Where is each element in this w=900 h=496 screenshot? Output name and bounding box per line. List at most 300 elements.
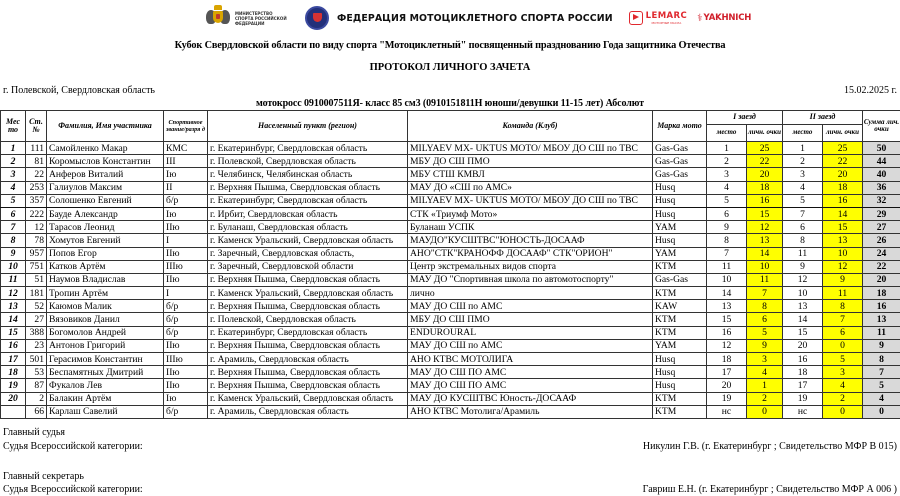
cell-city: г. Верхняя Пышма, Свердловская область [208,273,408,286]
cell-run2-points: 6 [823,326,863,339]
cell-rank: IIю [164,366,208,379]
cell-team: МБУ ДО СШ ПМО [408,155,653,168]
cell-run1-place: нс [707,405,747,418]
cell-start-no: 2 [26,392,47,405]
cell-rank: КМС [164,142,208,155]
cell-name: Бауде Александр [47,207,164,220]
lemarc-subtitle: МОТОРНЫЕ МАСЛА [651,20,682,25]
cell-place: 2 [1,155,26,168]
cell-run2-place: 7 [783,207,823,220]
table-row [1,155,900,168]
cell-start-no: 53 [26,366,47,379]
cell-run2-place: 2 [783,155,823,168]
header-moto: Марка мото [653,111,707,142]
cell-moto: Husq [653,194,707,207]
cell-run1-points: 15 [747,207,783,220]
class-line: мотокросс 0910007511Я- класс 85 см3 (0910151811Н юноши/девушки 11-15 лет) Абсолют [255,98,644,109]
header-run1-place: место [707,125,747,142]
cell-rank: б/р [164,300,208,313]
cell-city: г. Полевской, Свердловская область [208,313,408,326]
cell-run1-points: 2 [747,392,783,405]
cell-name: Карлаш Савелий [47,405,164,418]
header-total: Сумма лич. очки [863,111,900,142]
cell-moto: KTM [653,326,707,339]
cell-moto: Husq [653,379,707,392]
cell-run2-place: 16 [783,353,823,366]
cell-total: 0 [863,405,900,418]
play-icon [629,11,643,25]
cell-run2-points: 9 [823,273,863,286]
cell-run1-place: 19 [707,392,747,405]
cell-place: 9 [1,247,26,260]
cell-total: 40 [863,168,900,181]
cell-run2-place: 20 [783,339,823,352]
cell-run1-points: 22 [747,155,783,168]
federation-badge-icon [305,6,329,30]
cell-name: Солошенко Евгений [47,194,164,207]
cell-run2-place: 10 [783,287,823,300]
cell-rank: б/р [164,313,208,326]
cell-place: 13 [1,300,26,313]
cell-city: г. Верхняя Пышма, Свердловская область [208,181,408,194]
chief-secretary-title: Главный секретарь [3,471,84,482]
cell-total: 36 [863,181,900,194]
cell-city: г. Полевской, Свердловская область [208,155,408,168]
cell-name: Хомутов Евгений [47,234,164,247]
cell-run1-place: 2 [707,155,747,168]
cell-place: 17 [1,353,26,366]
cell-moto: Gas-Gas [653,142,707,155]
yakhnich-name: YAKHNICH [703,13,752,23]
cell-start-no: 87 [26,379,47,392]
cell-moto: KTM [653,392,707,405]
cell-moto: Gas-Gas [653,168,707,181]
cell-name: Галиулов Максим [47,181,164,194]
cell-run2-points: 14 [823,207,863,220]
cell-city: г. Заречный, Свердловской области [208,260,408,273]
table-row [1,353,900,366]
yakhnich-emblem-icon: ⚕ [697,12,703,24]
cell-run1-points: 10 [747,260,783,273]
cell-city: г. Верхняя Пышма, Свердловская область [208,379,408,392]
cell-run1-place: 8 [707,234,747,247]
cell-name: Вязовиков Данил [47,313,164,326]
cell-city: г. Ирбит, Свердловская область [208,207,408,220]
cell-run2-points: 3 [823,366,863,379]
cell-rank: б/р [164,405,208,418]
cell-city: г. Екатеринбург, Свердловская область [208,194,408,207]
cell-team: МАУ ДО СШ ПО АМС [408,366,653,379]
cell-moto: YAM [653,247,707,260]
cell-run1-points: 4 [747,366,783,379]
results-table [0,110,900,419]
cell-moto: KTM [653,260,707,273]
cell-city: г. Каменск Уральский, Свердловская область [208,287,408,300]
ministry-logo-text: МИНИСТЕРСТВО СПОРТА РОССИЙСКОЙ ФЕДЕРАЦИИ [235,10,287,26]
cell-place: 16 [1,339,26,352]
cell-rank: III [164,155,208,168]
cell-start-no: 222 [26,207,47,220]
cell-team: МАУ ДО СШ по АМС [408,300,653,313]
header-logos [206,4,751,32]
cell-city: г. Арамиль, Свердловская область [208,353,408,366]
cell-run2-place: 9 [783,260,823,273]
cell-run2-points: 4 [823,379,863,392]
header-run2-place: место [783,125,823,142]
federation-title: ФЕДЕРАЦИЯ МОТОЦИКЛЕТНОГО СПОРТА РОССИИ [337,12,613,24]
cell-total: 26 [863,234,900,247]
cell-rank: I [164,287,208,300]
cell-place: 18 [1,366,26,379]
header-run1: I заезд [707,111,783,125]
cell-rank: IIIю [164,353,208,366]
cell-total: 50 [863,142,900,155]
header-city: Населенный пункт (регион) [208,111,408,142]
cell-name: Попов Егор [47,247,164,260]
header-start-no: Ст. № [26,111,47,142]
header-run2-points: личн. очки [823,125,863,142]
cell-run1-place: 7 [707,247,747,260]
cell-team: ENDUROURAL [408,326,653,339]
event-place: г. Полевской, Свердловская область [3,85,155,96]
cell-run1-place: 20 [707,379,747,392]
cell-run2-place: 17 [783,379,823,392]
cell-moto: Husq [653,366,707,379]
cell-run2-points: 2 [823,392,863,405]
cell-run2-place: 13 [783,300,823,313]
cell-team: МАУ ДО СШ по АМС [408,339,653,352]
cell-run1-place: 13 [707,300,747,313]
cell-name: Самойленко Макар [47,142,164,155]
table-row [1,142,900,155]
cell-place: 12 [1,287,26,300]
cell-run1-points: 5 [747,326,783,339]
cell-team: МАУ ДО СШ ПО АМС [408,379,653,392]
cell-rank: Iю [164,392,208,405]
cell-run1-place: 17 [707,366,747,379]
event-date: 15.02.2025 г. [844,85,897,96]
cell-place: 3 [1,168,26,181]
cell-total: 11 [863,326,900,339]
cell-rank: I [164,234,208,247]
cell-run1-points: 6 [747,313,783,326]
cell-run2-points: 25 [823,142,863,155]
cell-start-no: 751 [26,260,47,273]
cell-city: г. Буланаш, Свердловская область [208,221,408,234]
cell-moto: KTM [653,405,707,418]
cell-city: г. Верхняя Пышма, Свердловская область [208,366,408,379]
cell-total: 9 [863,339,900,352]
cell-run1-points: 0 [747,405,783,418]
cell-run1-points: 12 [747,221,783,234]
cell-run1-place: 18 [707,353,747,366]
cell-team: Центр экстремальных видов спорта [408,260,653,273]
cell-run2-place: 1 [783,142,823,155]
cell-run1-points: 25 [747,142,783,155]
cell-start-no: 253 [26,181,47,194]
cell-team: АНО"СТК"КРАНОФФ ДОСААФ" СТК"ОРИОН" [408,247,653,260]
cell-start-no: 22 [26,168,47,181]
cell-run1-place: 9 [707,221,747,234]
cell-city: г. Екатеринбург, Свердловская область [208,142,408,155]
cell-name: Катков Артём [47,260,164,273]
table-row [1,260,900,273]
cell-run2-place: нс [783,405,823,418]
cell-rank: II [164,181,208,194]
cell-place: 1 [1,142,26,155]
cell-rank: Iю [164,168,208,181]
cup-title: Кубок Свердловской области по виду спорта "Мотоциклетный" посвященный празднованию Года защитника Отечества [174,40,726,51]
chief-secretary-category: Судья Всероссийской категории: [3,484,143,495]
lemarc-name: LEMARC [645,10,688,21]
cell-moto: Gas-Gas [653,273,707,286]
cell-start-no: 357 [26,194,47,207]
cell-start-no: 52 [26,300,47,313]
table-row [1,273,900,286]
cell-run1-place: 6 [707,207,747,220]
cell-moto: KTM [653,313,707,326]
cell-name: Наумов Владислав [47,273,164,286]
cell-run1-points: 13 [747,234,783,247]
cell-team: MILYAEV MX- UKTUS MOTO/ МБОУ ДО СШ по ТВС [408,194,653,207]
cell-team: MILYAEV MX- UKTUS MOTO/ МБОУ ДО СШ по ТВС [408,142,653,155]
protocol-title: ПРОТОКОЛ ЛИЧНОГО ЗАЧЕТА [369,62,531,73]
cell-run2-points: 0 [823,339,863,352]
cell-rank: IIю [164,221,208,234]
cell-run2-place: 4 [783,181,823,194]
table-row [1,366,900,379]
cell-run2-place: 8 [783,234,823,247]
cell-start-no: 78 [26,234,47,247]
cell-run2-points: 7 [823,313,863,326]
header-place: Мес то [1,111,26,142]
cell-run2-points: 12 [823,260,863,273]
cell-start-no: 957 [26,247,47,260]
cell-start-no: 27 [26,313,47,326]
cell-total: 8 [863,353,900,366]
cell-rank: IIю [164,273,208,286]
cell-city: г. Заречный, Свердловская область, [208,247,408,260]
lemarc-logo [629,11,687,25]
cell-run2-points: 8 [823,300,863,313]
table-row [1,287,900,300]
table-row [1,339,900,352]
cell-place [1,405,26,418]
cell-run1-points: 18 [747,181,783,194]
cell-team: МАУДО"КУСШТВС"ЮНОСТЬ-ДОСААФ [408,234,653,247]
cell-place: 14 [1,313,26,326]
yakhnich-logo [697,13,751,24]
cell-city: г. Арамиль, Свердловская область [208,405,408,418]
cell-team: АНО КТВС Мотолига/Арамиль [408,405,653,418]
cell-name: Балакин Артём [47,392,164,405]
cell-run1-place: 15 [707,313,747,326]
table-row [1,392,900,405]
cell-moto: KTM [653,287,707,300]
cell-rank: IIю [164,247,208,260]
cell-team: МБУ СТШ КМВЛ [408,168,653,181]
cell-total: 5 [863,379,900,392]
cell-name: Герасимов Константин [47,353,164,366]
cell-name: Анферов Виталий [47,168,164,181]
cell-rank: б/р [164,326,208,339]
cell-run2-place: 15 [783,326,823,339]
cell-name: Беспамятных Дмитрий [47,366,164,379]
cell-start-no: 111 [26,142,47,155]
cell-total: 4 [863,392,900,405]
cell-name: Каюмов Малик [47,300,164,313]
cell-city: г. Челябинск, Челябинская область [208,168,408,181]
cell-total: 7 [863,366,900,379]
table-row [1,379,900,392]
cell-start-no: 12 [26,221,47,234]
cell-place: 8 [1,234,26,247]
cell-run2-points: 10 [823,247,863,260]
cell-run2-points: 20 [823,168,863,181]
cell-total: 16 [863,300,900,313]
cell-run1-place: 1 [707,142,747,155]
cell-moto: KAW [653,300,707,313]
ministry-emblem-icon [206,5,230,31]
cell-city: г. Каменск Уральский, Свердловская область [208,392,408,405]
cell-team: МАУ ДО "Спортивная школа по автомотоспорту" [408,273,653,286]
cell-place: 15 [1,326,26,339]
table-row [1,326,900,339]
cell-run2-place: 11 [783,247,823,260]
cell-run2-place: 14 [783,313,823,326]
cell-place: 20 [1,392,26,405]
cell-moto: Husq [653,181,707,194]
cell-run2-points: 22 [823,155,863,168]
cell-run2-points: 13 [823,234,863,247]
cell-total: 22 [863,260,900,273]
cell-run1-place: 16 [707,326,747,339]
cell-run1-points: 20 [747,168,783,181]
cell-run1-points: 8 [747,300,783,313]
cell-team: МАУ ДО «СШ по АМС» [408,181,653,194]
cell-rank: IIю [164,379,208,392]
cell-moto: Husq [653,207,707,220]
cell-moto: Husq [653,353,707,366]
cell-team: Буланаш УСПК [408,221,653,234]
cell-name: Коромыслов Константин [47,155,164,168]
cell-place: 7 [1,221,26,234]
cell-team: лично [408,287,653,300]
table-row [1,405,900,418]
header-run1-points: личн. очки [747,125,783,142]
cell-start-no: 81 [26,155,47,168]
table-row [1,234,900,247]
chief-secretary-name: Гавриш Е.Н. (г. Екатеринбург ; Свидетельство МФР А 006 ) [642,484,897,495]
cell-run2-place: 18 [783,366,823,379]
cell-team: АНО КТВС МОТОЛИГА [408,353,653,366]
table-row [1,168,900,181]
cell-name: Тарасов Леонид [47,221,164,234]
table-row [1,221,900,234]
table-row [1,207,900,220]
cell-start-no: 388 [26,326,47,339]
cell-run2-place: 12 [783,273,823,286]
cell-rank: б/р [164,194,208,207]
cell-moto: Gas-Gas [653,155,707,168]
cell-total: 32 [863,194,900,207]
cell-place: 19 [1,379,26,392]
header-name: Фамилия, Имя участника [47,111,164,142]
cell-total: 18 [863,287,900,300]
cell-start-no: 51 [26,273,47,286]
cell-run2-points: 5 [823,353,863,366]
header-run2: II заезд [783,111,863,125]
cell-total: 44 [863,155,900,168]
cell-place: 5 [1,194,26,207]
cell-rank: Iю [164,207,208,220]
header-team: Команда (Клуб) [408,111,653,142]
cell-run2-points: 0 [823,405,863,418]
chief-judge-category: Судья Всероссийской категории: [3,441,143,452]
cell-total: 24 [863,247,900,260]
cell-rank: IIIю [164,260,208,273]
cell-run1-points: 1 [747,379,783,392]
cell-run2-points: 16 [823,194,863,207]
cell-name: Богомолов Андрей [47,326,164,339]
cell-moto: YAM [653,221,707,234]
cell-start-no: 501 [26,353,47,366]
cell-run1-place: 12 [707,339,747,352]
cell-run2-points: 11 [823,287,863,300]
cell-run1-points: 16 [747,194,783,207]
cell-total: 29 [863,207,900,220]
cell-start-no: 66 [26,405,47,418]
cell-run2-place: 6 [783,221,823,234]
cell-run1-place: 5 [707,194,747,207]
cell-team: МАУ ДО КУСШТВС Юность-ДОСААФ [408,392,653,405]
cell-place: 6 [1,207,26,220]
cell-place: 4 [1,181,26,194]
cell-run1-points: 7 [747,287,783,300]
cell-start-no: 23 [26,339,47,352]
cell-place: 11 [1,273,26,286]
cell-run1-place: 10 [707,273,747,286]
cell-run2-place: 3 [783,168,823,181]
cell-team: СТК «Триумф Мото» [408,207,653,220]
cell-run2-points: 18 [823,181,863,194]
table-row [1,300,900,313]
cell-rank: IIю [164,339,208,352]
cell-moto: YAM [653,339,707,352]
cell-name: Антонов Григорий [47,339,164,352]
cell-city: г. Верхняя Пышма, Свердловская область [208,339,408,352]
header-rank: Спортивное звание/разря д [164,111,208,142]
cell-run1-place: 14 [707,287,747,300]
cell-total: 13 [863,313,900,326]
table-row [1,194,900,207]
cell-run1-points: 9 [747,339,783,352]
chief-judge-name: Никулин Г.В. (г. Екатеринбург ; Свидетельство МФР В 015) [642,441,897,452]
cell-name: Тропин Артём [47,287,164,300]
cell-run1-place: 3 [707,168,747,181]
cell-run2-points: 15 [823,221,863,234]
cell-run1-points: 14 [747,247,783,260]
cell-start-no: 181 [26,287,47,300]
cell-city: г. Верхняя Пышма, Свердловская область [208,300,408,313]
cell-moto: Husq [653,234,707,247]
cell-run2-place: 5 [783,194,823,207]
cell-run1-points: 3 [747,353,783,366]
table-row [1,313,900,326]
cell-run1-points: 11 [747,273,783,286]
cell-total: 27 [863,221,900,234]
cell-city: г. Екатеринбург, Свердловская область [208,326,408,339]
